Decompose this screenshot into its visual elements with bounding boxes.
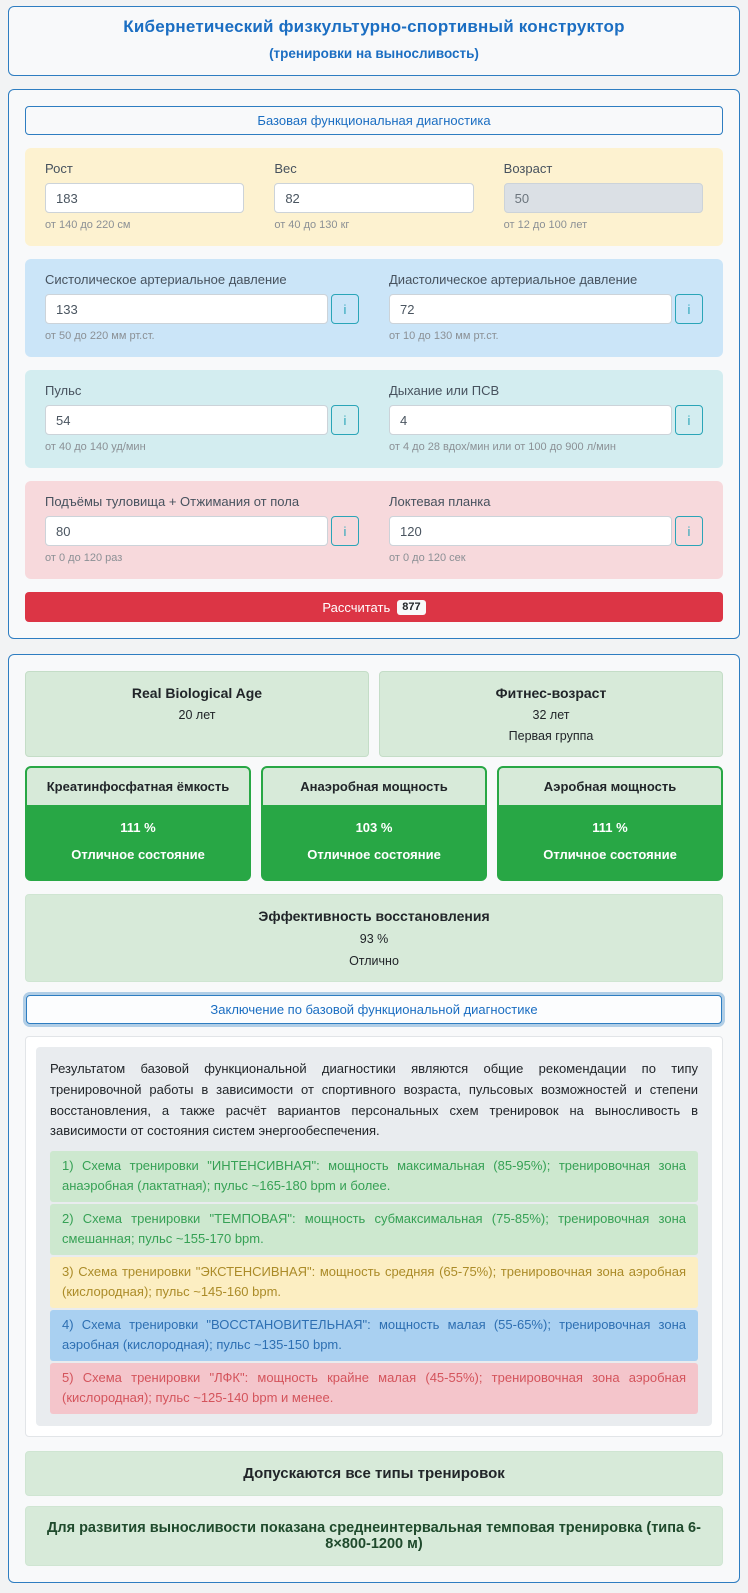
pulse-input[interactable] [45,405,328,435]
pulse-field [45,383,359,453]
recovery-title: Эффективность восстановления [258,908,490,924]
metric-status: Отличное состояние [307,847,441,862]
anthropometry-section [25,148,723,246]
metric-value: 111 % [120,820,156,835]
metric-title: Креатинфосфатная ёмкость [27,768,249,805]
real-biological-age-card [25,671,369,757]
allowed-trainings-card: Допускаются все типы тренировок [25,1451,723,1496]
situps-pushups-input[interactable] [45,516,328,546]
situps-pushups-label: Подъёмы туловища + Отжимания от пола [45,494,300,509]
final-recommendation-card: Для развития выносливости показана среднеинтервальная темповая тренировка (типа 6-8×800-1200 м) [25,1506,723,1566]
calculate-button-label: Рассчитать [322,599,391,615]
height-label: Рост [45,161,73,176]
pulse-breathing-section [25,370,723,468]
systolic-hint: от 50 до 220 мм рт.ст. [45,330,155,342]
metric-status: Отличное состояние [543,847,677,862]
age-label: Возраст [503,161,553,176]
breathing-field [389,383,703,453]
metric-card-creatine-phosphate [25,766,251,881]
weight-field [274,161,473,231]
height-input[interactable] [45,183,244,213]
weight-label: Вес [274,161,297,176]
page-title: Кибернетический физкультурно-спортивный конструктор [123,17,625,36]
real-biological-age-value: 20 лет [178,708,216,722]
systolic-field [45,272,359,342]
results-card [8,654,740,1583]
conclusion-section-toggle[interactable]: Заключение по базовой функциональной диагностике [26,995,722,1024]
diastolic-field [389,272,703,342]
plank-input[interactable] [389,516,672,546]
weight-hint: от 40 до 130 кг [274,219,350,231]
metric-value: 111 % [592,820,628,835]
diagnostics-card [8,89,740,639]
pulse-label: Пульс [45,383,82,398]
systolic-label: Систолическое артериальное давление [45,272,287,287]
pulse-info-button[interactable]: i [331,405,359,435]
scheme-row-recovery: 4) Схема тренировки "ВОССТАНОВИТЕЛЬНАЯ": мощность малая (55-65%); тренировочная зона аэробная (кислородная); пульс ~135-150 bpm. [50,1310,698,1361]
real-biological-age-title: Real Biological Age [131,685,263,701]
recovery-status: Отлично [349,954,399,968]
age-hint: от 12 до 100 лет [503,219,588,231]
calculate-count-badge: 877 [397,600,425,615]
scheme-row-intensive: 1) Схема тренировки "ИНТЕНСИВНАЯ": мощность максимальная (85-95%); тренировочная зона анаэробная (лактатная); пульс ~165-180 bpm и более. [50,1151,698,1202]
plank-info-button[interactable]: i [675,516,703,546]
diastolic-label: Диастолическое артериальное давление [389,272,638,287]
metric-card-anaerobic [261,766,487,881]
diastolic-info-button[interactable]: i [675,294,703,324]
diastolic-input[interactable] [389,294,672,324]
situps-pushups-field [45,494,359,564]
breathing-label: Дыхание или ПСВ [389,383,500,398]
metric-title: Анаэробная мощность [263,768,485,805]
height-hint: от 140 до 220 см [45,219,131,231]
blood-pressure-section [25,259,723,357]
fitness-age-value: 32 лет [532,708,570,722]
plank-field [389,494,703,564]
metric-card-aerobic [497,766,723,881]
plank-hint: от 0 до 120 сек [389,552,466,564]
scheme-row-tempo: 2) Схема тренировки "ТЕМПОВАЯ": мощность субмаксимальная (75-85%); тренировочная зона смешанная; пульс ~155-170 bpm. [50,1204,698,1255]
calculate-button[interactable] [25,592,723,622]
scheme-row-lfk: 5) Схема тренировки "ЛФК": мощность крайне малая (45-55%); тренировочная зона аэробная (кислородная); пульс ~125-140 bpm и менее. [50,1363,698,1414]
fitness-age-card [379,671,723,757]
diagnostics-section-toggle[interactable]: Базовая функциональная диагностика [25,106,723,135]
plank-label: Локтевая планка [389,494,491,509]
strength-tests-section [25,481,723,579]
fitness-age-title: Фитнес-возраст [495,685,607,701]
conclusion-intro: Результатом базовой функциональной диагностики являются общие рекомендации по типу тренировочной работы в зависимости от спортивного возраста, пульсовых возможностей и степени восстановления, а также расчёт вариантов персональных схем тренировок на выносливость в зависимости от состояния систем энергообеспечения. [50,1061,698,1139]
age-input [504,183,703,213]
age-field [504,161,703,231]
height-field [45,161,244,231]
fitness-age-group: Первая группа [508,729,594,743]
metric-title: Аэробная мощность [499,768,721,805]
diastolic-hint: от 10 до 130 мм рт.ст. [389,330,499,342]
scheme-row-extensive: 3) Схема тренировки "ЭКСТЕНСИВНАЯ": мощность средняя (65-75%); тренировочная зона аэробная (кислородная); пульс ~145-160 bpm. [50,1257,698,1308]
breathing-info-button[interactable]: i [675,405,703,435]
pulse-hint: от 40 до 140 уд/мин [45,441,146,453]
breathing-input[interactable] [389,405,672,435]
situps-pushups-info-button[interactable]: i [331,516,359,546]
systolic-input[interactable] [45,294,328,324]
weight-input[interactable] [274,183,473,213]
situps-pushups-hint: от 0 до 120 раз [45,552,123,564]
breathing-hint: от 4 до 28 вдох/мин или от 100 до 900 л/мин [389,441,616,453]
conclusion-body [25,1036,723,1437]
metric-status: Отличное состояние [71,847,205,862]
app-header-card [8,6,740,76]
page-subtitle: (тренировки на выносливость) [269,46,479,61]
systolic-info-button[interactable]: i [331,294,359,324]
metric-value: 103 % [355,820,393,835]
recovery-value: 93 % [359,932,389,946]
recovery-efficiency-card [25,894,723,982]
